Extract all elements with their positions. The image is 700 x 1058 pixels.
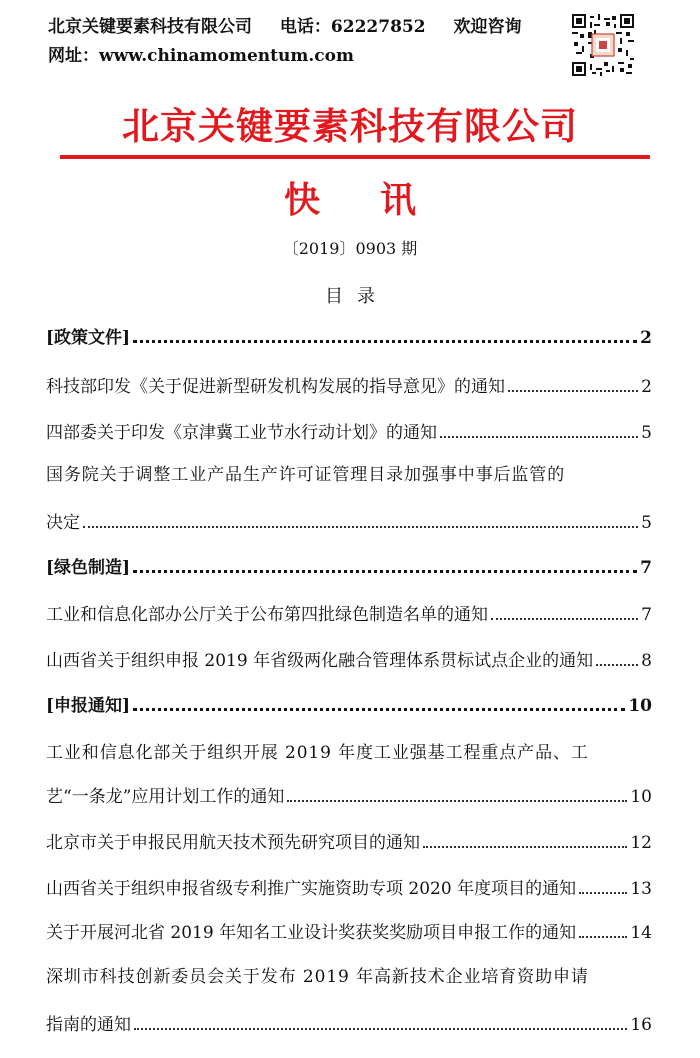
dot-leader bbox=[134, 1027, 627, 1030]
toc-item[interactable] bbox=[46, 828, 652, 853]
toc-item-label: 国务院关于调整工业产品生产许可证管理目录加强事中事后监管的 bbox=[46, 465, 566, 485]
header-company: 北京关键要素科技有限公司 bbox=[48, 17, 252, 37]
dot-leader bbox=[133, 339, 637, 343]
toc-item-line-1[interactable] bbox=[46, 738, 652, 763]
toc-item-line-2[interactable] bbox=[46, 1010, 652, 1035]
toc-section-label: [申报通知] bbox=[46, 696, 131, 716]
toc-item-line-2[interactable] bbox=[46, 508, 652, 533]
toc-page-number: 5 bbox=[641, 513, 652, 533]
toc-page-number: 10 bbox=[628, 696, 652, 716]
toc-item-label: 山西省关于组织申报 2019 年省级两化融合管理体系贯标试点企业的通知 bbox=[46, 651, 594, 671]
toc-section-label: [绿色制造] bbox=[46, 558, 131, 578]
toc-page-number: 16 bbox=[630, 1015, 652, 1035]
toc-item-label: 指南的通知 bbox=[46, 1015, 131, 1035]
dot-leader bbox=[423, 845, 627, 848]
toc-section-label: [政策文件] bbox=[46, 328, 131, 348]
toc-item-label: 深圳市科技创新委员会关于发布 2019 年高新技术企业培育资助申请 bbox=[46, 967, 589, 987]
toc-page-number: 2 bbox=[641, 377, 652, 397]
newsletter-title: 快讯 bbox=[283, 180, 476, 221]
issue-number: 〔2019〕0903 期 bbox=[282, 239, 418, 258]
header-website[interactable]: 网址：www.chinamomentum.com bbox=[48, 46, 354, 66]
dot-leader bbox=[440, 435, 638, 438]
toc-item[interactable] bbox=[46, 372, 652, 397]
toc-item-label: 工业和信息化部办公厅关于公布第四批绿色制造名单的通知 bbox=[46, 605, 488, 625]
header-phone: 电话：62227852 bbox=[279, 17, 426, 37]
toc-item-label: 决定 bbox=[46, 513, 80, 533]
toc-section-notices[interactable] bbox=[46, 691, 652, 716]
title-divider bbox=[60, 155, 650, 159]
toc-item[interactable] bbox=[46, 600, 652, 625]
toc-item[interactable] bbox=[46, 874, 652, 899]
toc-item-label: 科技部印发《关于促进新型研发机构发展的指导意见》的通知 bbox=[46, 377, 505, 397]
toc-page-number: 8 bbox=[641, 651, 652, 671]
toc-page-number: 12 bbox=[630, 833, 652, 853]
toc-page-number: 5 bbox=[641, 423, 652, 443]
toc-page-number: 7 bbox=[641, 605, 652, 625]
toc-page-number: 7 bbox=[640, 558, 652, 578]
toc-item-label: 关于开展河北省 2019 年知名工业设计奖获奖奖励项目申报工作的通知 bbox=[46, 923, 577, 943]
dot-leader bbox=[596, 663, 638, 666]
dot-leader bbox=[491, 617, 638, 620]
toc-item-label: 四部委关于印发《京津冀工业节水行动计划》的通知 bbox=[46, 423, 437, 443]
toc-item[interactable] bbox=[46, 418, 652, 443]
toc-page-number: 14 bbox=[630, 923, 652, 943]
company-title: 北京关键要素科技有限公司 bbox=[122, 105, 578, 148]
toc-page-number: 2 bbox=[640, 328, 652, 348]
toc-section-green[interactable] bbox=[46, 553, 652, 578]
qr-code-icon bbox=[572, 14, 634, 76]
dot-leader bbox=[579, 935, 627, 938]
toc-item[interactable] bbox=[46, 646, 652, 671]
toc-page-number: 13 bbox=[630, 879, 652, 899]
dot-leader bbox=[133, 569, 637, 573]
header-line-1 bbox=[48, 12, 543, 37]
dot-leader bbox=[133, 707, 625, 711]
toc-item-label: 艺“一条龙”应用计划工作的通知 bbox=[46, 787, 285, 807]
toc-item-label: 山西省关于组织申报省级专利推广实施资助专项 2020 年度项目的通知 bbox=[46, 879, 577, 899]
dot-leader bbox=[508, 389, 638, 392]
toc-item-line-1[interactable] bbox=[46, 962, 652, 987]
toc-item-label: 北京市关于申报民用航天技术预先研究项目的通知 bbox=[46, 833, 420, 853]
toc-item-line-1[interactable] bbox=[46, 460, 652, 485]
toc-section-policy[interactable] bbox=[46, 323, 652, 348]
toc-item[interactable] bbox=[46, 918, 652, 943]
dot-leader bbox=[83, 525, 638, 528]
dot-leader bbox=[579, 891, 627, 894]
toc-item-line-2[interactable] bbox=[46, 782, 652, 807]
toc-item-label: 工业和信息化部关于组织开展 2019 年度工业强基工程重点产品、工 bbox=[46, 743, 589, 763]
toc-page-number: 10 bbox=[630, 787, 652, 807]
toc-heading: 目录 bbox=[325, 286, 389, 307]
dot-leader bbox=[287, 799, 627, 802]
header-welcome: 欢迎咨询 bbox=[453, 17, 522, 37]
